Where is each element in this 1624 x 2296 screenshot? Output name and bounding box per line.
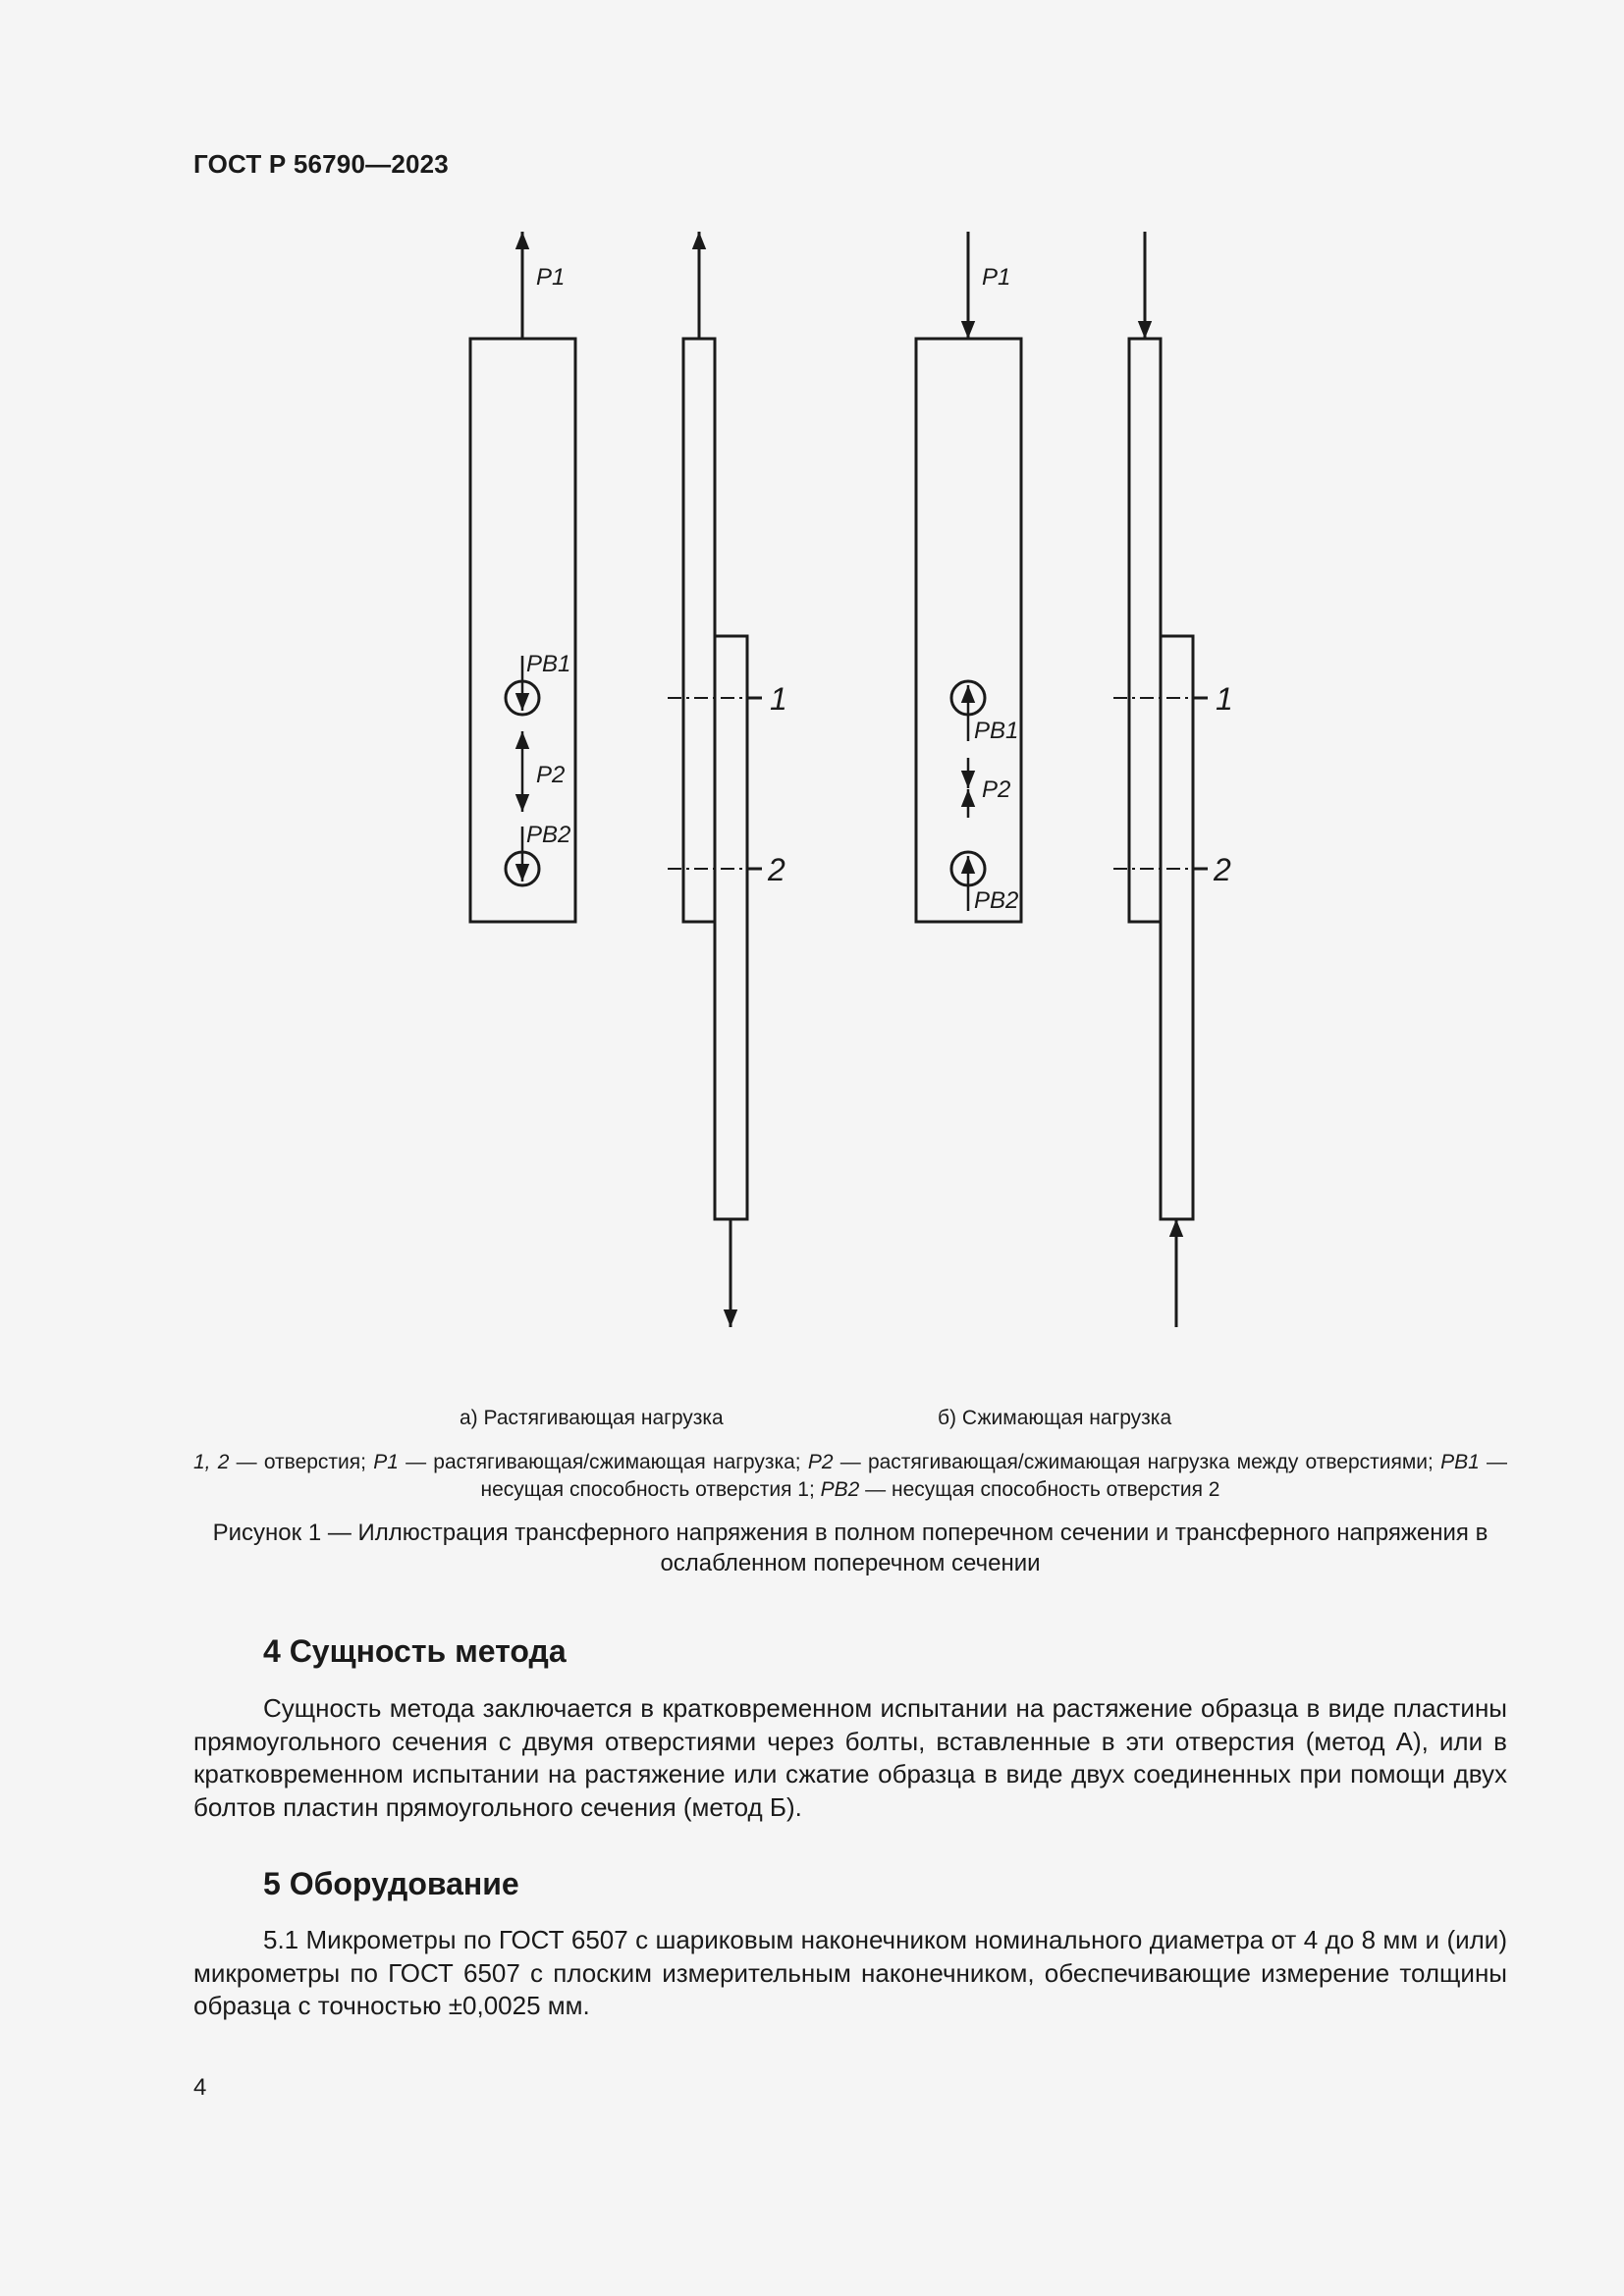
- label-p1-a: P1: [536, 264, 566, 291]
- section-4-heading: 4 Сущность метода: [263, 1633, 567, 1669]
- label-pb2-b: PB2: [974, 887, 1019, 914]
- section-4-paragraph: Сущность метода заключается в кратковременном испытании на растяжение образца в виде пластины прямоугольного сечения с двумя отверстиями через болты, вставленные в эти отверстия (метод А), или в кратковременном испытании на растяжение или сжатие образца в виде двух соединенных при помощи двух болтов пластин прямоугольного сечения (метод Б).: [193, 1693, 1507, 1822]
- label-pb1-b: PB1: [974, 718, 1019, 744]
- section-5-heading: 5 Оборудование: [263, 1866, 519, 1901]
- label-p2-a: P2: [536, 762, 566, 788]
- plate-b-side-lower: [1161, 636, 1193, 1219]
- label-p1-b: P1: [982, 264, 1011, 291]
- label-hole-2-a: 2: [768, 852, 785, 887]
- label-hole-1-a: 1: [770, 681, 787, 717]
- label-pb1-a: PB1: [526, 651, 571, 677]
- plate-a-side-lower: [715, 636, 747, 1219]
- plate-b-front: [916, 339, 1021, 922]
- label-p2-b: P2: [982, 776, 1011, 803]
- label-pb2-a: PB2: [526, 822, 571, 848]
- sub-caption-a: а) Растягивающая нагрузка: [460, 1407, 724, 1429]
- plate-a-side-upper: [683, 339, 715, 922]
- document-header: ГОСТ Р 56790—2023: [193, 149, 449, 179]
- label-hole-1-b: 1: [1216, 681, 1233, 717]
- figure-legend: 1, 2 — отверстия; P1 — растягивающая/сжимающая нагрузка; P2 — растягивающая/сжимающая нагрузка между отверстиями; PB1 — несущая способность отверстия 1; PB2 — несущая способность отверстия 2: [193, 1451, 1508, 1501]
- label-hole-2-b: 2: [1214, 852, 1231, 887]
- sub-caption-b: б) Сжимающая нагрузка: [938, 1407, 1172, 1429]
- figure-title: Рисунок 1 — Иллюстрация трансферного напряжения в полном поперечном сечении и трансферного напряжения в ослабленном поперечном сечении: [212, 1520, 1489, 1576]
- plate-b-side-upper: [1129, 339, 1161, 922]
- page-number: 4: [193, 2074, 207, 2101]
- section-5-paragraph: 5.1 Микрометры по ГОСТ 6507 с шариковым наконечником номинального диаметра от 4 до 8 мм и (или) микрометры по ГОСТ 6507 с плоским измерительным наконечником, обеспечивающие измерение толщины образца с точностью ±0,0025 мм.: [193, 1925, 1507, 2020]
